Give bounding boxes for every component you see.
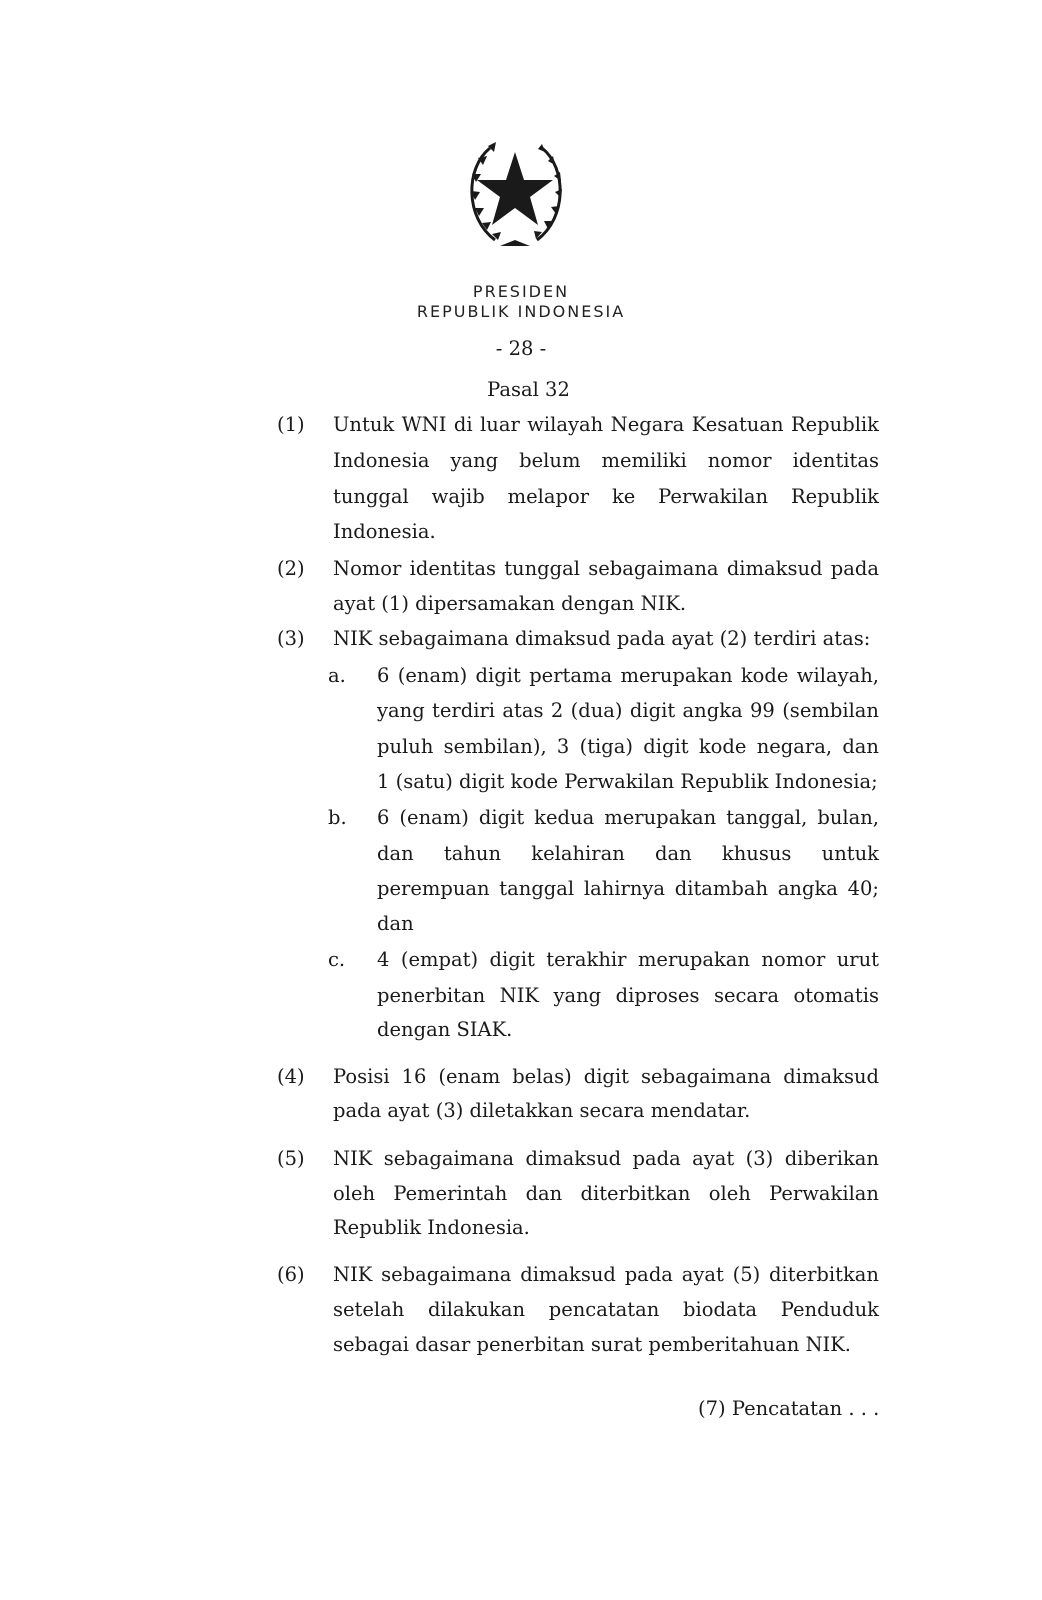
item-number: (3) [277, 627, 305, 650]
subitem-text-line: 1 (satu) digit kode Perwakilan Republik Indonesia; [377, 770, 878, 793]
subitem-text-line: penerbitan NIK yang diproses secara otomatis [377, 984, 879, 1007]
subitem-text-line: dan tahun kelahiran dan khusus untuk [377, 842, 879, 865]
subitem-text-line: 4 (empat) digit terakhir merupakan nomor urut [377, 948, 879, 971]
item-number: (4) [277, 1065, 305, 1088]
item-text-line: ayat (1) dipersamakan dengan NIK. [333, 592, 687, 615]
item-text-line: NIK sebagaimana dimaksud pada ayat (5) diterbitkan [333, 1263, 879, 1286]
subitem-letter: b. [328, 806, 347, 829]
item-number: (5) [277, 1147, 305, 1170]
header-presiden: PRESIDEN [472, 282, 570, 301]
item-text-line: Indonesia. [333, 520, 436, 543]
item-text-line: oleh Pemerintah dan diterbitkan oleh Perwakilan [333, 1182, 879, 1205]
subitem-text-line: dengan SIAK. [377, 1018, 513, 1041]
subitem-text-line: 6 (enam) digit kedua merupakan tanggal, bulan, [377, 806, 879, 829]
item-text-line: pada ayat (3) diletakkan secara mendatar. [333, 1099, 751, 1122]
item-text-line: tunggal wajib melapor ke Perwakilan Republik [333, 485, 879, 508]
page-number: - 28 - [495, 337, 547, 360]
item-text-line: sebagai dasar penerbitan surat pemberitahuan NIK. [333, 1333, 851, 1356]
item-number: (6) [277, 1263, 305, 1286]
item-number: (1) [277, 413, 305, 436]
subitem-letter: a. [328, 664, 346, 687]
item-text-line: NIK sebagaimana dimaksud pada ayat (3) diberikan [333, 1147, 879, 1170]
item-text-line: Indonesia yang belum memiliki nomor identitas [333, 449, 879, 472]
item-text-line: Untuk WNI di luar wilayah Negara Kesatuan Republik [333, 413, 879, 436]
item-text-line: Posisi 16 (enam belas) digit sebagaimana dimaksud [333, 1065, 879, 1088]
item-text-line: Republik Indonesia. [333, 1216, 530, 1239]
article-title: Pasal 32 [487, 378, 570, 401]
subitem-text-line: 6 (enam) digit pertama merupakan kode wilayah, [377, 664, 879, 687]
header-republik-indonesia: REPUBLIK INDONESIA [416, 302, 626, 321]
subitem-text-line: yang terdiri atas 2 (dua) digit angka 99 (sembilan [377, 699, 879, 722]
subitem-text-line: dan [377, 912, 414, 935]
garuda-star-emblem-icon [450, 128, 580, 258]
item-text-line: NIK sebagaimana dimaksud pada ayat (2) terdiri atas: [333, 627, 871, 650]
subitem-letter: c. [328, 948, 346, 971]
item-text-line: Nomor identitas tunggal sebagaimana dimaksud pada [333, 557, 879, 580]
continuation-note: (7) Pencatatan . . . [698, 1397, 880, 1420]
subitem-text-line: puluh sembilan), 3 (tiga) digit kode negara, dan [377, 735, 879, 758]
subitem-text-line: perempuan tanggal lahirnya ditambah angka 40; [377, 877, 879, 900]
item-number: (2) [277, 557, 305, 580]
item-text-line: setelah dilakukan pencatatan biodata Penduduk [333, 1298, 879, 1321]
